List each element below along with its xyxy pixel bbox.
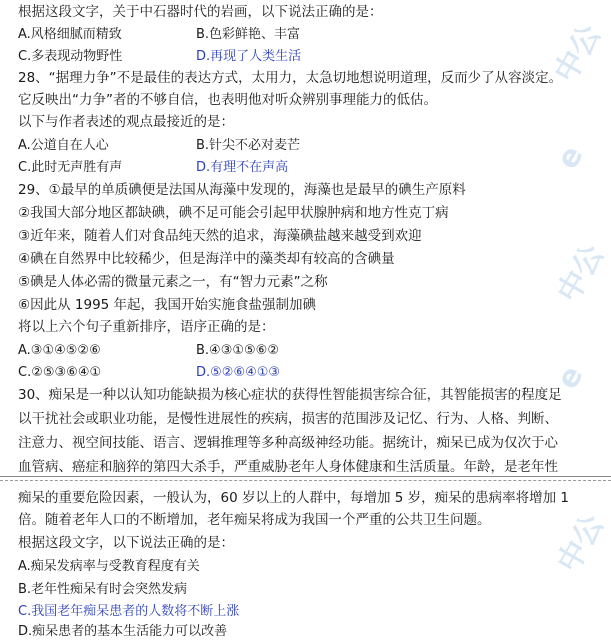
q27-option-c[interactable]: C.多表现动物野性: [18, 49, 123, 64]
watermark-mark: 中公: [550, 509, 611, 579]
watermark-mark: 中公: [547, 19, 609, 89]
q28-stem-line-2: 它反映出“力争”者的不够自信，也表明他对听众辨别事理能力的低估。: [18, 92, 437, 108]
q28-option-c[interactable]: C.此时无声胜有声: [18, 160, 123, 175]
q28-stem-line-1: 28、“据理力争”不是最佳的表达方式，太用力，太急切地想说明道理，反而少了从容淡定。: [18, 70, 563, 86]
q29-prompt: 将以上六个句子重新排序，语序正确的是：: [18, 319, 275, 335]
q30-option-a[interactable]: A.痴呆发病率与受教育程度有关: [18, 559, 200, 574]
q28-option-b[interactable]: B.针尖不必对麦芒: [196, 138, 301, 153]
q30-prompt: 根据这段文字，以下说法正确的是：: [18, 535, 234, 551]
q29-sentence-2: ②我国大部分地区都缺碘，碘不足可能会引起甲状腺肿病和地方性克丁病: [18, 205, 449, 221]
q28-option-a[interactable]: A.公道自在人心: [18, 138, 109, 153]
q29-sentence-3: ③近年来，随着人们对食品纯天然的追求，海藻碘盐越来越受到欢迎: [18, 228, 422, 244]
page-break-line: [0, 476, 611, 477]
q29-option-c[interactable]: C.②⑤③⑥④①: [18, 365, 102, 380]
q29-option-a[interactable]: A.③①④⑤②⑥: [18, 343, 101, 358]
q27-option-d[interactable]: D.再现了人类生活: [196, 49, 302, 64]
q28-prompt: 以下与作者表述的观点最接近的是：: [18, 114, 234, 130]
q30-stem-line-3: 注意力、视空间技能、语言、逻辑推理等多种高级神经功能。据统计，痴呆已成为仅次于心: [18, 435, 558, 451]
q27-option-b[interactable]: B.色彩鲜艳、丰富: [196, 27, 301, 42]
q30-stem-line-1: 30、痴呆是一种以认知功能缺损为核心症状的获得性智能损害综合征，其智能损害的程度足: [18, 387, 562, 403]
q30-option-c[interactable]: C.我国老年痴呆患者的人数将不断上涨: [18, 604, 240, 619]
q30-stem-line-5: 痴呆的重要危险因素，一般认为，60 岁以上的人群中，每增加 5 岁，痴呆的患病率将增加 1: [18, 490, 570, 506]
q29-sentence-1: 29、①最早的单质碘便是法国从海藻中发现的，海藻也是最早的碘生产原料: [18, 182, 466, 198]
q30-stem-line-6: 倍。随着老年人口的不断增加，老年痴呆将成为我国一个严重的公共卫生问题。: [18, 512, 491, 528]
q29-option-d[interactable]: D.⑤②⑥④①③: [196, 365, 281, 380]
q30-option-d[interactable]: D.痴呆患者的基本生活能力可以改善: [18, 624, 228, 639]
q29-sentence-4: ④碘在自然界中比较稀少，但是海洋中的藻类却有较高的含碘量: [18, 251, 395, 267]
watermark-mark: e: [549, 139, 591, 176]
q30-stem-line-4: 血管病、癌症和脑猝的第四大杀手，严重威胁老年人身体健康和生活质量。年龄，是老年性: [18, 459, 558, 475]
q28-option-d[interactable]: D.有理不在声高: [196, 160, 289, 175]
q29-sentence-5: ⑤碘是人体必需的微量元素之一，有“智力元素”之称: [18, 274, 328, 290]
q27-option-a[interactable]: A.风格细腻而精致: [18, 27, 122, 42]
watermark-mark: 中公: [550, 239, 611, 309]
q30-option-b[interactable]: B.老年性痴呆有时会突然发病: [18, 582, 188, 597]
q29-sentence-6: ⑥因此从 1995 年起，我国开始实施食盐强制加碘: [18, 297, 317, 313]
q29-option-b[interactable]: B.④③①⑤⑥②: [196, 343, 279, 358]
q30-stem-line-2: 以干扰社会或职业功能，是慢性进展性的疾病，损害的范围涉及记忆、行为、人格、判断、: [18, 411, 558, 427]
page-break-line-dashed: [0, 480, 611, 481]
watermark-mark: e: [549, 359, 591, 396]
q27-prompt: 根据这段文字，关于中石器时代的岩画，以下说法正确的是：: [18, 4, 383, 20]
